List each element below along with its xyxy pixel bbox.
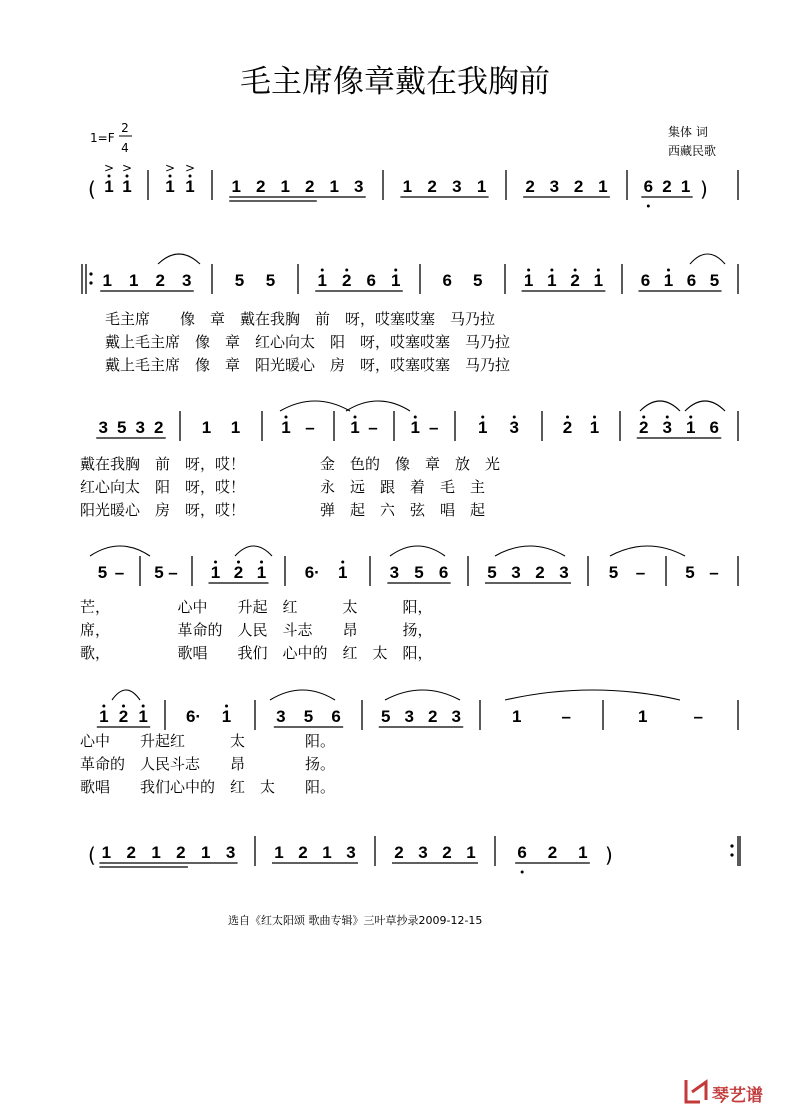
note-digit: 6: [438, 563, 449, 582]
composer-credit: 西藏民歌: [668, 144, 717, 158]
note-digit: 3: [389, 563, 400, 582]
slur-arc: [390, 546, 445, 556]
note-digit: 1: [466, 843, 476, 862]
octave-down-dot: [521, 871, 524, 874]
music-brand-logo-icon: [686, 1080, 706, 1102]
octave-up-dot: [642, 416, 645, 419]
note-digit: –: [693, 707, 703, 726]
accent-mark: >: [103, 161, 115, 175]
note-digit: 1: [256, 563, 267, 582]
octave-up-dot: [597, 269, 600, 272]
note-digit: 3: [662, 418, 672, 437]
note-digit: 3: [452, 177, 462, 196]
lyric-line: 心中 升起红 太 阳。: [80, 732, 336, 750]
lyric-line: 戴上毛主席 像 章 红心向太 阳 呀，哎塞哎塞 马乃拉: [105, 333, 511, 351]
open-paren: (: [88, 177, 96, 201]
note-digit: 2: [562, 418, 573, 437]
slur-arc: [505, 690, 680, 700]
accent-mark: >: [121, 161, 133, 175]
note-digit: 3: [346, 843, 356, 862]
accent-mark: >: [184, 161, 196, 175]
note-digit: 1: [99, 707, 109, 726]
lyric-line: 歌， 歌唱 我们 心中的 红 太 阳，: [80, 644, 433, 662]
note-digit: 2: [639, 418, 649, 437]
slur-arc: [385, 690, 460, 700]
slur-arc: [280, 401, 350, 411]
lyric-line: 毛主席 像 章 戴在我胸 前 呀，哎塞哎塞 马乃拉: [105, 310, 496, 328]
note-digit: 5: [303, 707, 314, 726]
lyric-line: 歌唱 我们心中的 红 太 阳。: [80, 778, 336, 796]
octave-up-dot: [260, 561, 263, 564]
note-digit: 1: [329, 177, 339, 196]
octave-up-dot: [345, 269, 348, 272]
lyric-line: 革命的 人民斗志 昂 扬。: [80, 755, 336, 773]
note-digit: 5: [709, 271, 720, 290]
note-digit: 5: [685, 563, 695, 582]
octave-up-dot: [550, 269, 553, 272]
repeat-dot: [89, 272, 92, 275]
octave-up-dot: [122, 705, 125, 708]
note-digit: 6·: [304, 563, 320, 582]
note-digit: 1: [350, 418, 360, 437]
lyric-line: 芒， 心中 升起 红 太 阳，: [80, 598, 433, 616]
note-digit: 2: [342, 271, 352, 290]
slur-arc: [640, 401, 680, 411]
note-digit: –: [709, 563, 719, 582]
note-digit: 2: [305, 177, 315, 196]
note-digit: 1: [101, 843, 112, 862]
source-footer: 选自《红太阳颂 歌曲专辑》三叶草抄录2009-12-15: [228, 914, 483, 927]
note-digit: 1: [322, 843, 332, 862]
note-digit: 3: [98, 418, 108, 437]
note-digit: 1: [151, 843, 161, 862]
open-paren: (: [88, 843, 96, 867]
time-signature-bottom: 4: [121, 141, 129, 155]
note-digit: 1: [138, 707, 148, 726]
note-digit: 3: [511, 563, 521, 582]
note-digit: 1: [280, 177, 290, 196]
note-digit: 2: [442, 843, 452, 862]
note-digit: 3: [182, 271, 192, 290]
note-digit: 1: [476, 177, 487, 196]
note-digit: 6: [517, 843, 527, 862]
lyricist-credit: 集体 词: [668, 125, 708, 139]
note-digit: 5: [487, 563, 497, 582]
octave-up-dot: [513, 416, 516, 419]
note-digit: 3: [509, 418, 519, 437]
note-digit: 1: [104, 177, 114, 196]
note-digit: 3: [559, 563, 569, 582]
note-digit: 5: [117, 418, 127, 437]
note-digit: 2: [126, 843, 136, 862]
slur-arc: [270, 690, 335, 700]
note-digit: 2: [570, 271, 580, 290]
slur-arc: [685, 401, 725, 411]
note-digit: 1: [281, 418, 291, 437]
slur-arc: [610, 546, 685, 556]
note-digit: 6: [331, 707, 341, 726]
note-digit: 2: [428, 707, 438, 726]
octave-up-dot: [354, 416, 357, 419]
note-digit: 1: [317, 271, 327, 290]
octave-up-dot: [566, 416, 569, 419]
note-digit: 6: [686, 271, 697, 290]
note-digit: 1: [391, 271, 401, 290]
note-digit: 1: [165, 177, 175, 196]
octave-up-dot: [214, 561, 217, 564]
octave-up-dot: [237, 561, 240, 564]
note-digit: 3: [276, 707, 286, 726]
song-title: 毛主席像章戴在我胸前: [240, 64, 550, 100]
note-digit: 2: [573, 177, 584, 196]
note-digit: –: [368, 418, 378, 437]
octave-up-dot: [527, 269, 530, 272]
slur-arc: [112, 690, 140, 700]
note-digit: 1: [638, 707, 648, 726]
note-digit: 3: [135, 418, 145, 437]
note-digit: 1: [129, 271, 139, 290]
note-digit: 1: [680, 177, 691, 196]
note-digit: –: [168, 563, 178, 582]
octave-up-dot: [574, 269, 577, 272]
octave-up-dot: [414, 416, 417, 419]
close-paren: ): [700, 177, 708, 201]
slur-arc: [235, 546, 272, 556]
note-digit: 1: [201, 418, 212, 437]
note-digit: 1: [230, 418, 241, 437]
slur-arc: [158, 254, 200, 264]
note-digit: 2: [662, 177, 672, 196]
note-digit: –: [114, 563, 125, 582]
lyric-line: 红心向太 阳 呀，哎！ 永 远 跟 着 毛 主: [80, 478, 486, 496]
note-digit: 5: [97, 563, 108, 582]
note-digit: 1: [589, 418, 600, 437]
note-digit: 2: [298, 843, 308, 862]
brand-text: 琴艺谱: [712, 1086, 763, 1106]
slur-arc: [346, 401, 410, 411]
slur-arc: [690, 254, 725, 264]
note-digit: 1: [338, 563, 348, 582]
note-digit: 5: [473, 271, 483, 290]
note-digit: 1: [686, 418, 696, 437]
slur-arc: [90, 546, 150, 556]
note-digit: 5: [265, 271, 276, 290]
note-digit: 6·: [185, 707, 202, 726]
note-digit: 1: [102, 271, 112, 290]
note-digit: 1: [410, 418, 420, 437]
note-digit: 3: [451, 707, 461, 726]
note-digit: 2: [154, 418, 164, 437]
accent-mark: >: [164, 161, 176, 175]
note-digit: 1: [512, 707, 522, 726]
note-digit: 5: [154, 563, 164, 582]
slur-arc: [495, 546, 565, 556]
note-digit: 1: [231, 177, 241, 196]
note-digit: 2: [525, 177, 535, 196]
note-digit: 2: [176, 843, 186, 862]
octave-up-dot: [341, 561, 344, 564]
octave-up-dot: [394, 269, 397, 272]
note-digit: 6: [709, 418, 719, 437]
note-digit: 6: [640, 271, 651, 290]
close-paren: ): [605, 843, 613, 867]
note-digit: 6: [366, 271, 376, 290]
note-digit: 5: [381, 707, 391, 726]
brand-watermark: [686, 1080, 763, 1106]
note-digit: 6: [643, 177, 654, 196]
note-digit: –: [429, 418, 439, 437]
octave-up-dot: [667, 269, 670, 272]
note-digit: 1: [210, 563, 221, 582]
note-digit: 5: [414, 563, 424, 582]
note-digit: 1: [478, 418, 488, 437]
octave-down-dot: [647, 205, 650, 208]
note-digit: 2: [394, 843, 404, 862]
note-digit: 1: [185, 177, 195, 196]
octave-up-dot: [666, 416, 669, 419]
octave-up-dot: [285, 416, 288, 419]
note-digit: 1: [598, 177, 608, 196]
note-digit: 2: [233, 563, 244, 582]
lyric-line: 戴在我胸 前 呀，哎！ 金 色的 像 章 放 光: [80, 455, 501, 473]
note-digit: 3: [549, 177, 560, 196]
note-digit: 2: [547, 843, 558, 862]
note-digit: 3: [225, 843, 236, 862]
note-digit: 2: [118, 707, 129, 726]
repeat-dot: [730, 853, 733, 856]
key-signature: 1=F: [90, 131, 115, 145]
note-digit: –: [561, 707, 571, 726]
lyric-line: 阳光暖心 房 呀，哎！ 弹 起 六 弦 唱 起: [80, 501, 486, 519]
octave-up-dot: [481, 416, 484, 419]
score-systems: [80, 161, 740, 874]
note-digit: 1: [221, 707, 232, 726]
octave-up-dot: [142, 705, 145, 708]
lyric-line: 席， 革命的 人民 斗志 昂 扬，: [80, 621, 433, 639]
note-digit: 2: [427, 177, 437, 196]
note-digit: –: [635, 563, 646, 582]
note-digit: 1: [547, 271, 557, 290]
note-digit: 3: [418, 843, 428, 862]
octave-up-dot: [689, 416, 692, 419]
note-digit: 1: [578, 843, 588, 862]
time-signature-top: 2: [121, 121, 129, 135]
note-digit: 1: [663, 271, 674, 290]
note-digit: 2: [155, 271, 165, 290]
note-digit: 3: [354, 177, 364, 196]
note-digit: 2: [535, 563, 545, 582]
note-digit: 1: [122, 177, 132, 196]
note-digit: 1: [523, 271, 534, 290]
octave-up-dot: [321, 269, 324, 272]
octave-up-dot: [225, 705, 228, 708]
note-digit: 3: [404, 707, 414, 726]
note-digit: 5: [608, 563, 619, 582]
repeat-dot: [89, 281, 92, 284]
note-digit: –: [305, 418, 315, 437]
lyric-line: 戴上毛主席 像 章 阳光暖心 房 呀，哎塞哎塞 马乃拉: [105, 356, 511, 374]
note-digit: 1: [593, 271, 604, 290]
note-digit: 1: [274, 843, 284, 862]
octave-up-dot: [593, 416, 596, 419]
note-digit: 2: [256, 177, 266, 196]
note-digit: 1: [201, 843, 211, 862]
note-digit: 1: [402, 177, 413, 196]
repeat-dot: [730, 844, 733, 847]
octave-up-dot: [102, 705, 105, 708]
note-digit: 5: [234, 271, 245, 290]
note-digit: 6: [442, 271, 452, 290]
